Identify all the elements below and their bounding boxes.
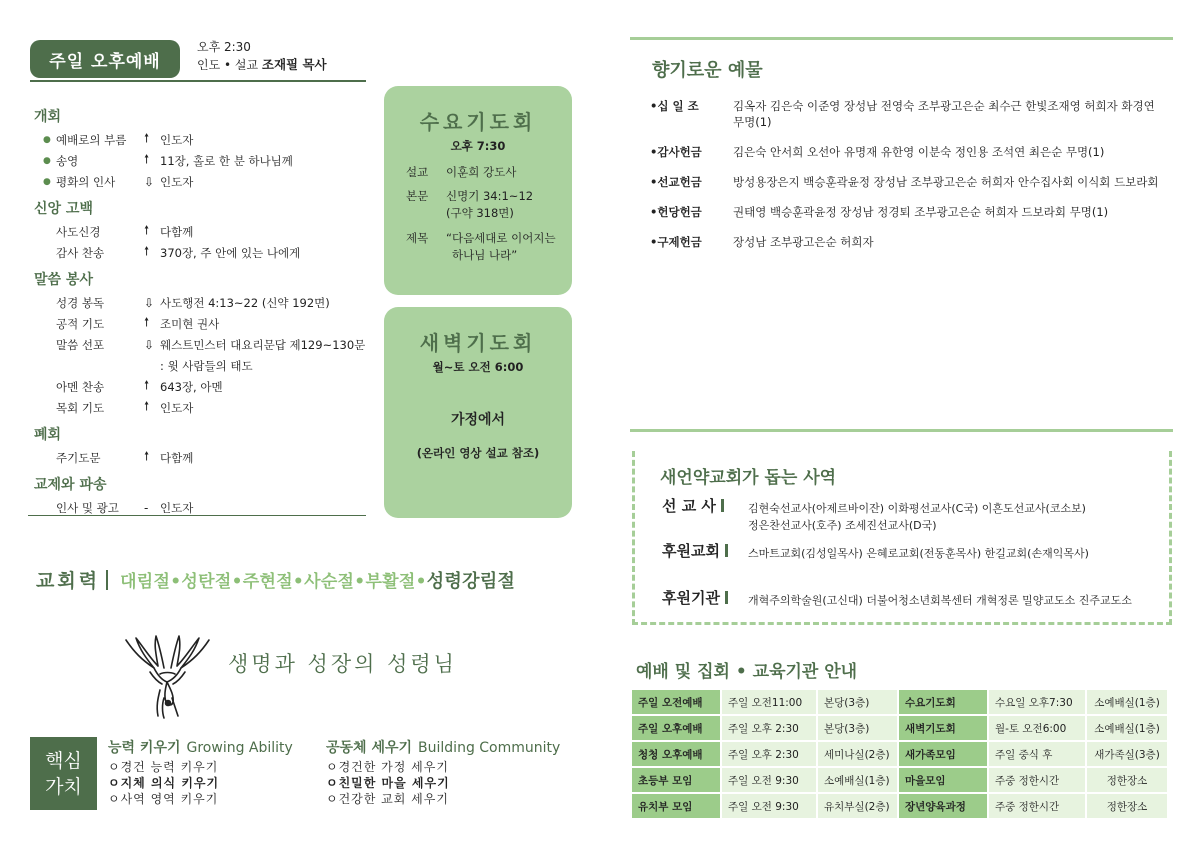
sunday-pm-info (197, 39, 327, 74)
mission-row-orgs: 후원기관 개혁주의학술원(고신대) 더불어청소년회복센터 개혁정론 밀양교도소 진주교도소 (662, 589, 1132, 607)
schedule-event: 수요기도회 (899, 690, 987, 714)
holy-spirit-theme: 생명과 성장의 성령님 (228, 652, 457, 676)
schedule-place: 소예배실(1층) (1087, 690, 1167, 714)
calendar-seasons: 대림절•성탄절•주현절•사순절•부활절•성령강림절 (120, 570, 516, 592)
core-growing-title-en: Growing Ability (186, 740, 293, 756)
dawn-note: (온라인 영상 설교 참조) (416, 446, 540, 460)
schedule-place: 유치부실(2층) (818, 794, 897, 818)
schedule-event: 유치부 모임 (632, 794, 720, 818)
stand-up-arrow-icon: 🠕 (144, 152, 150, 166)
schedule-place: 정한장소 (1087, 794, 1167, 818)
wednesday-row: (구약 318면) (446, 206, 514, 220)
schedule-table (630, 688, 1169, 820)
order-row: 주기도문 🠕 다함께 (34, 447, 374, 468)
current-season: 성령강림절 (426, 570, 516, 592)
header-divider (30, 80, 366, 82)
offerings-top-rule (630, 37, 1173, 40)
order-row-continuation: : 윗 사람들의 태도 (160, 358, 253, 373)
schedule-row (632, 690, 1167, 714)
sunday-pm-pastor: 조재필 목사 (261, 57, 327, 72)
wednesday-title: 수요기도회 (419, 110, 537, 134)
schedule-place: 본당(3층) (818, 690, 897, 714)
order-row: 공적 기도 🠕 조미현 권사 (34, 313, 374, 334)
order-row: ● 송영 🠕 11장, 홀로 한 분 하나님께 (34, 150, 374, 171)
dove-icon (120, 632, 215, 722)
schedule-event: 새가족모임 (899, 742, 987, 766)
offering-row: •헌당헌금 권태영 백승훈곽윤정 장성남 정경퇴 조부광고은순 허희자 드보라회 무명(1) (650, 205, 1109, 219)
offering-row: •구제헌금 장성남 조부광고은순 허희자 (650, 235, 874, 249)
dawn-prayer-box (384, 307, 572, 518)
wednesday-time: 오후 7:30 (450, 139, 506, 153)
schedule-place: 정한장소 (1087, 768, 1167, 792)
schedule-place: 본당(3층) (818, 716, 897, 740)
wednesday-row: 하나님 나라” (452, 248, 518, 262)
core-values-badge: 핵심 가치 (30, 737, 97, 810)
schedule-time: 주중 정한시간 (989, 794, 1085, 818)
sit-down-arrow-icon: ⇩ (144, 337, 155, 352)
schedule-time: 수요일 오후7:30 (989, 690, 1085, 714)
bullet-icon: ● (43, 155, 51, 166)
schedule-time: 주일 오전11:00 (722, 690, 816, 714)
offering-row: •십 일 조 김옥자 김은숙 이준영 장성남 전영숙 조부광고은순 최수근 한빛조재영 허희자 화경연 무명(1) (650, 99, 1155, 129)
stand-up-arrow-icon: 🠕 (144, 131, 150, 145)
church-calendar (36, 566, 515, 593)
offerings-title: 향기로운 예물 (652, 60, 763, 81)
order-divider (28, 515, 366, 516)
section-title-confession: 신앙 고백 (34, 201, 93, 217)
core-growing-title: 능력 키우기 (108, 740, 181, 756)
order-row: 성경 봉독 ⇩ 사도행전 4:13~22 (신약 192면) (56, 295, 330, 310)
worship-order (34, 100, 374, 518)
stand-up-arrow-icon: 🠕 (144, 399, 150, 413)
sunday-pm-leader: 인도 • 설교 (197, 58, 259, 72)
order-row: 사도신경 🠕 다함께 (34, 221, 374, 242)
stand-up-arrow-icon: 🠕 (144, 315, 150, 329)
sunday-pm-time: 오후 2:30 (197, 40, 251, 54)
stand-up-arrow-icon: 🠕 (144, 244, 150, 258)
section-title-word: 말씀 봉사 (34, 272, 93, 288)
schedule-row (632, 768, 1167, 792)
schedule-event: 새벽기도회 (899, 716, 987, 740)
wednesday-row: 제목 “다음세대로 이어지는 (406, 231, 556, 245)
schedule-time: 주일 오후 2:30 (722, 742, 816, 766)
schedule-event: 주일 오전예배 (632, 690, 720, 714)
dawn-place: 가정에서 (450, 412, 506, 428)
calendar-label: 교회력 (36, 570, 101, 592)
schedule-time: 월-토 오전6:00 (989, 716, 1085, 740)
stand-up-arrow-icon: 🠕 (144, 378, 150, 392)
schedule-time: 주일 오후 2:30 (722, 716, 816, 740)
offering-row: •감사헌금 김은숙 안서희 오선아 유명재 유한영 이분숙 정인용 조석연 최은순 무명(1) (650, 145, 1105, 159)
schedule-event: 청청 오후예배 (632, 742, 720, 766)
wednesday-row: 본문 신명기 34:1~12 (406, 189, 534, 203)
offering-row: •선교헌금 방성용장은지 백승훈곽윤정 장성남 조부광고은순 허희자 안수집사회 이식회 드보라회 (650, 175, 1159, 189)
order-row: 인사 및 광고 - 인도자 (56, 500, 194, 515)
schedule-time: 주일 오전 9:30 (722, 768, 816, 792)
dawn-title: 새벽기도회 (419, 331, 537, 355)
dash-icon: - (144, 500, 149, 515)
schedule-place: 새가족실(3층) (1087, 742, 1167, 766)
mission-row-missionary: 선 교 사 김현숙선교사(아제르바이잔) 이화평선교사(C국) 이흔도선교사(코소보) 정은찬선교사(호주) 조세진선교사(D국) (662, 497, 1086, 532)
schedule-time: 주중 정한시간 (989, 768, 1085, 792)
schedule-event: 주일 오후예배 (632, 716, 720, 740)
dawn-time: 월~토 오전 6:00 (432, 360, 524, 374)
wednesday-prayer-box (384, 86, 572, 295)
calendar-divider (106, 570, 108, 590)
stand-up-arrow-icon: 🠕 (144, 449, 150, 463)
bullet-icon: ● (43, 176, 51, 187)
schedule-row (632, 742, 1167, 766)
mission-top-rule (630, 429, 1173, 432)
schedule-place: 소예배실(1층) (1087, 716, 1167, 740)
order-row: 아멘 찬송 🠕 643장, 아멘 (34, 376, 374, 397)
schedule-place: 소예배실(1층) (818, 768, 897, 792)
stand-up-arrow-icon: 🠕 (144, 223, 150, 237)
core-community: 공동체 세우기 Building Community ㅇ경건한 가정 세우기 ㅇ친밀한 마을 세우기 ㅇ건강한 교회 세우기 (326, 740, 561, 806)
wednesday-row: 설교 이훈희 강도사 (406, 165, 517, 179)
order-row: 말씀 선포 ⇩ 웨스트민스터 대요리문답 제129~130문 (56, 337, 366, 352)
order-row: 감사 찬송 🠕 370장, 주 안에 있는 나에게 (34, 242, 374, 263)
schedule-place: 세미나실(2층) (818, 742, 897, 766)
schedule-event: 장년양육과정 (899, 794, 987, 818)
schedule-time: 주일 중식 후 (989, 742, 1085, 766)
bullet-icon: ● (43, 134, 51, 145)
sit-down-arrow-icon: ⇩ (144, 295, 155, 310)
schedule-event: 마을모임 (899, 768, 987, 792)
order-row: ● 예배로의 부름 🠕 인도자 (34, 129, 374, 150)
schedule-title: 예배 및 집회 • 교육기관 안내 (636, 662, 858, 682)
core-community-title-en: Building Community (418, 740, 561, 756)
sit-down-arrow-icon: ⇩ (144, 174, 155, 189)
schedule-row (632, 794, 1167, 818)
order-row: 목회 기도 🠕 인도자 (34, 397, 374, 418)
schedule-row (632, 716, 1167, 740)
section-title-closing: 폐회 (34, 427, 62, 443)
schedule-event: 초등부 모임 (632, 768, 720, 792)
mission-title: 새언약교회가 돕는 사역 (660, 468, 837, 488)
core-community-title: 공동체 세우기 (326, 740, 413, 756)
sunday-pm-title: 주일 오후예배 (30, 40, 180, 78)
section-title-opening: 개회 (34, 109, 62, 125)
section-title-fellowship: 교제와 파송 (34, 477, 107, 493)
mission-row-churches: 후원교회 스마트교회(김성일목사) 은혜로교회(전동훈목사) 한길교회(손재익목사) (662, 542, 1089, 560)
offerings-list (650, 98, 1160, 264)
order-row: ● 평화의 인사 ⇩ 인도자 (34, 171, 374, 192)
core-growing: 능력 키우기 Growing Ability ㅇ경건 능력 키우기 ㅇ지체 의식 키우기 ㅇ사역 영역 키우기 (108, 740, 293, 806)
schedule-time: 주일 오전 9:30 (722, 794, 816, 818)
